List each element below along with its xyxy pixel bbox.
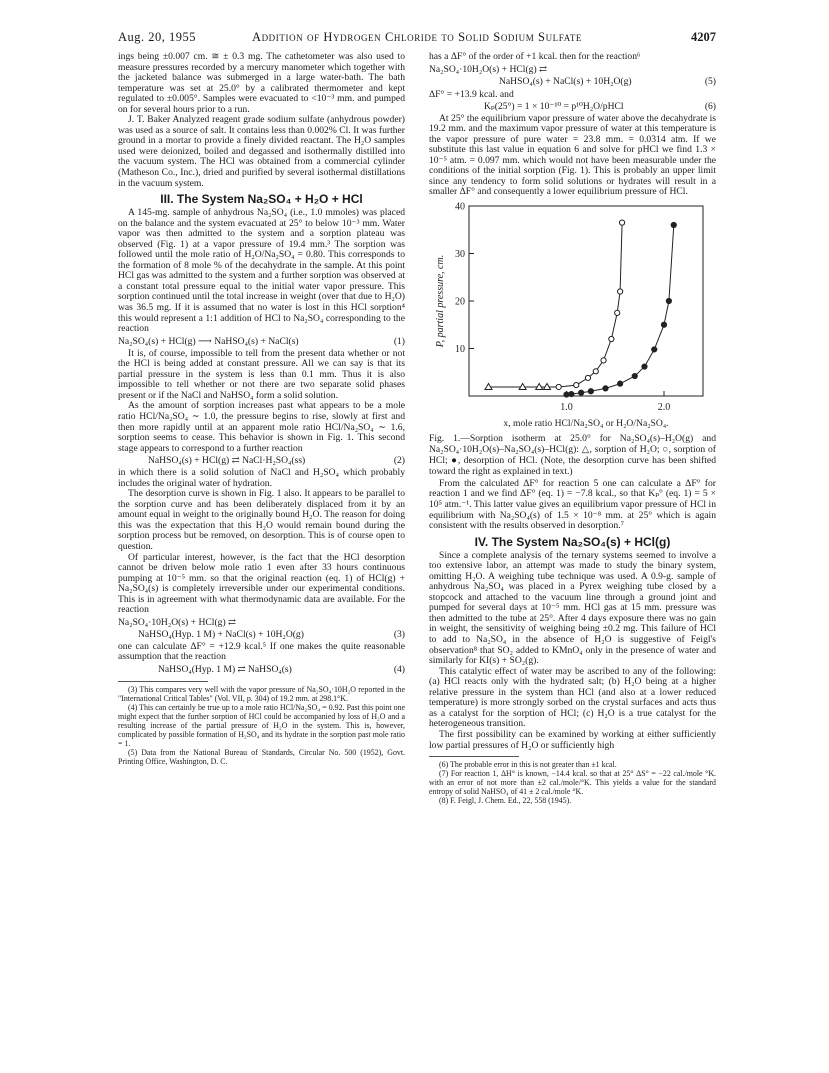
y-tick-label: 30 [455, 248, 465, 260]
equation-6 [429, 89, 716, 113]
hcl-sorption-point [619, 220, 624, 225]
equation-number: (6) [704, 100, 716, 112]
hcl-desorption-point [603, 386, 608, 391]
footnote: (4) This can certainly be true up to a mole ratio HCl/Na₂SO₄ = 0.92. Past this point one might expect that the further sorption of HCl could be accompanied by loss of H₂O and a resulting increase of the partial pressure of H₂O in the system. This is, however, complicated by possible formation of H₂SO₄ and its hydrate in the sorption past mole ratio = 1. [118, 702, 405, 748]
paragraph: J. T. Baker Analyzed reagent grade sodium sulfate (anhydrous powder) was used as a source of salt. It contains less than 0.002% Cl. It was further ground in a mortar to provide a finely divided reactant. The H₂O samples used were deionized, boiled and degassed and isothermally distilled into the vacuum system. The HCl was obtained from a commercial cylinder (Matheson Co., Inc.), dried and purified by several isothermal distillations in the vacuum system. [118, 114, 405, 189]
hcl-desorption-point [671, 222, 676, 227]
figure-1-chart [429, 200, 716, 432]
header-title: Addition of Hydrogen Chloride to Solid Sodium Sulfate [251, 30, 583, 44]
hcl-desorption-point [652, 347, 657, 352]
paragraph: has a ΔF° of the order of +1 kcal. then for the reaction⁶ [429, 51, 641, 62]
footnote: (7) For reaction 1, ΔH° is known, −14.4 kcal. so that at 25° ΔS° = −22 cal./mole °K. with an error of not more than ±2 cal./mole/°K. This yields a value for the standard entropy of solid NaHSO₄ of 41 ± 2 cal./mole °K. [429, 769, 716, 797]
footnote: (3) This compares very well with the vapor pressure of Na₂SO₄·10H₂O reported in the "International Critical Tables" (Vol. VII, p. 304) of 19.2 mm. at 298.1°K. [118, 684, 405, 703]
y-axis-label: P, partial pressure, cm. [435, 254, 446, 348]
y-tick-label: 40 [455, 201, 465, 213]
equation-5 [429, 64, 716, 88]
equation-text: Kₚ(25°) = 1 × 10⁻¹⁰ = p¹⁰H₂O/pHCl [484, 100, 624, 112]
paragraph: The desorption curve is shown in Fig. 1 also. It appears to be parallel to the sorption curve and has been deliberately displaced from it by an amount equal in weight to the originally bound H₂O. The reason for doing this was the expectation that this H₂O would remain bound during the sorption process but be removed, on desorption. This is of course open to question. [118, 488, 405, 552]
equation-number: (2) [393, 455, 405, 467]
equation-2 [118, 455, 405, 467]
water-sorption-point [485, 383, 492, 389]
sorption-isotherm-plot [429, 200, 716, 432]
x-tick-label: 1.0 [560, 401, 573, 413]
equation-text: NaHSO₄(Hyp. 1 M) + NaCl(s) + 10H₂O(g) [138, 628, 304, 640]
footnote-rule [118, 681, 208, 682]
equation-3 [118, 617, 405, 641]
hcl-sorption-point [618, 289, 623, 294]
hcl-sorption-point [601, 358, 606, 363]
left-column [118, 52, 405, 766]
equation-number: (1) [393, 335, 405, 347]
hcl-desorption-point [632, 373, 637, 378]
page-number: 4207 [691, 30, 716, 44]
hcl-sorption-point [556, 384, 561, 389]
equation-number: (3) [393, 628, 405, 640]
hcl-desorption-point [569, 391, 574, 396]
paragraph: in which there is a solid solution of NaCl and H₂SO₄ which probably includes the original water of hydration. [118, 467, 405, 489]
paragraph: Since a complete analysis of the ternary systems seemed to involve a too extensive labor, an attempt was made to study the binary system, omitting H₂O. A weighing tube technique was used. A 0.9-g. sample of anhydrous Na₂SO₄ was placed in a Pyrex weighing tube closed by a stopcock and attached to the vacuum line through a ground joint and pumped for several days at 10⁻⁵ mm. HCl gas at 15 mm. pressure was then admitted to the tube at 25°. After 4 days exposure there was no gain in weight, the sensitivity of weighing being ±0.2 mg. This failure of HCl to add to Na₂SO₄ in the absence of H₂O is suggestive of Feigl's observation⁸ that SO₂ added to KMnO₄ only in the presence of water and similarly for KI(s) + SO₂(g). [429, 549, 716, 667]
paragraph: A 145-mg. sample of anhydrous Na₂SO₄ (i.e., 1.0 mmoles) was placed on the balance and the system evacuated at 25° to below 10⁻³ mm. Water vapor was then admitted to the system and a sorption plateau was observed (Fig. 1) at a vapor pressure of 19.4 mm.³ The sorption was followed until the mole ratio of H₂O/Na₂SO₄ = 0.80. This corresponds to the formation of 8 mole % of the decahydrate in the sample. At this point HCl gas was admitted to the system and a further sorption was observed at a constant total pressure equal to the initial water vapor pressure. This sorption continued until the total increase in weight (over that due to H₂O) was 36.5 mg. If it is assumed that no water is lost in this HCl sorption⁴ this would represent a 1:1 addition of HCl to Na₂SO₄ corresponding to the reaction [118, 207, 405, 335]
y-tick-label: 20 [455, 296, 465, 308]
hcl-sorption-point [615, 310, 620, 315]
footnotes [429, 760, 716, 805]
hcl-desorption-point [661, 322, 666, 327]
footnote: (5) Data from the National Bureau of Standards, Circular No. 500 (1952), Govt. Printing Office, Washington, D. C. [118, 747, 405, 766]
footnote: (6) The probable error in this is not greater than ±1 kcal. [439, 760, 617, 770]
y-tick-label: 10 [455, 343, 465, 355]
figure-caption: Fig. 1.—Sorption isotherm at 25.0° for Na₂SO₄(s)–H₂O(g) and Na₂SO₄·10H₂O(s)–Na₂SO₄(s)–HCl(g): △, sorption of H₂O; ○, sorption of HCl; ●, desorption of HCl. (Note, the desorption curve has been shifted toward the right as explained in text.) [429, 432, 716, 477]
running-header [118, 30, 716, 46]
equation-number: (4) [393, 663, 405, 675]
equation-text: Na₂SO₄·10H₂O(s) + HCl(g) ⇄ [429, 63, 548, 75]
equation-4 [118, 664, 405, 676]
hcl-desorption-point [588, 389, 593, 394]
hcl-sorption-point [574, 382, 579, 387]
x-tick-label: 2.0 [657, 401, 671, 413]
footnote-rule [429, 756, 519, 757]
hcl-desorption-point [666, 298, 671, 303]
equation-text: Na₂SO₄·10H₂O(s) + HCl(g) ⇄ [118, 616, 237, 628]
series-curve [559, 223, 622, 387]
section-heading-4: IV. The System Na₂SO₄(s) + HCl(g) [474, 534, 671, 549]
hcl-sorption-point [593, 369, 598, 374]
water-sorption-point [519, 383, 526, 389]
hcl-desorption-point [618, 381, 623, 386]
paragraph: From the calculated ΔF° for reaction 5 one can calculate a ΔF° for reaction 1 and we find ΔF° (eq. 1) = −7.8 kcal., so that Kₚ° (eq. 1) = 5 × 10⁵ atm.⁻¹. This latter value gives an equilibrium vapor pressure of HCl in equilibrium with Na₂SO₄(s) of 1.5 × 10⁻⁸ mm. at 25° which is again consistent with the results observed in desorption.⁷ [429, 477, 716, 532]
hcl-desorption-point [642, 364, 647, 369]
hcl-sorption-point [609, 336, 614, 341]
water-sorption-point [544, 383, 551, 389]
equation-text: NaHSO₄(s) + NaCl(s) + 10H₂O(g) [499, 75, 632, 87]
paragraph: This catalytic effect of water may be ascribed to any of the following: (a) HCl reacts only with the hydrated salt; (b) H₂O being at a higher relative pressure in the system than HCl (and also at a lower reduced temperature) is more strongly sorbed on the crystal surfaces and acts thus as a catalyst for the sorption of HCl; (c) H₂O is a true catalyst for the heterogeneous transition. [429, 665, 716, 730]
section-heading-3: III. The System Na₂SO₄ + H₂O + HCl [160, 192, 363, 207]
equation-text: Na₂SO₄(s) + HCl(g) ⟶ NaHSO₄(s) + NaCl(s) [118, 335, 299, 347]
paragraph: The first possibility can be examined by working at either sufficiently low partial pressures of H₂O or sufficiently high [429, 728, 716, 751]
hcl-desorption-point [579, 390, 584, 395]
equation-text: NaHSO₄(s) + HCl(g) ⇄ NaCl·H₂SO₄(ss) [148, 455, 306, 467]
paragraph: As the amount of sorption increases past what appears to be a mole ratio HCl/Na₂SO₄ ∼ 1.0, the pressure begins to rise, slowly at first and then more rapidly until at an apparent mole ratio HCl/Na₂SO₄ ∼ 1.6, sorption seems to cease. This behavior is shown in Fig. 1. This second stage appears to correspond to a further reaction [118, 400, 405, 454]
x-axis-label: x, mole ratio HCl/Na₂SO₄ or H₂O/Na₂SO₄. [503, 417, 669, 429]
footnotes [118, 685, 405, 766]
paragraph: ings being ±0.007 cm. ≅ ± 0.3 mg. The cathetometer was also used to measure pressures recorded by a mercury manometer which together with the jacketed balance was submerged in a large water-bath. The bath temperature was set at 25.0° by a calibrated thermometer and kept regulated to ±0.005°. Samples were evacuated to <10⁻³ mm. and pumped on for several hours prior to a run. [118, 51, 405, 115]
paragraph: At 25° the equilibrium vapor pressure of water above the decahydrate is 19.2 mm. and the maximum vapor pressure of water at this temperature is the vapor pressure of pure water = 23.8 mm. = 0.0314 atm. If we substitute this last value in equation 6 and solve for pHCl we find 1.3 × 10⁻⁵ atm. = 0.097 mm. which would not have been measurable under the conditions of the initial sorption (Fig. 1). This is probably an upper limit since any tendency to form solid solutions or hydrates will result in a smaller ΔF° and consequently a lower equilibrium pressure of HCl. [429, 112, 716, 198]
paragraph: Of particular interest, however, is the fact that the HCl desorption cannot be driven below mole ratio 1 even after 33 hours continuous pumping at 10⁻⁵ mm. so that the original reaction (eq. 1) of HCl(g) + Na₂SO₄(s) is completely irreversible under our experimental conditions. This is in agreement with what thermodynamic data are available. For the reaction [118, 551, 405, 616]
equation-text: NaHSO₄(Hyp. 1 M) ⇄ NaHSO₄(s) [158, 663, 292, 675]
water-sorption-point [536, 383, 543, 389]
series-curve [567, 225, 674, 395]
equation-text: ΔF° = +13.9 kcal. and [429, 88, 514, 100]
header-date: Aug. 20, 1955 [118, 30, 197, 44]
footnote: (8) F. Feigl, J. Chem. Ed., 22, 558 (1945). [439, 796, 572, 806]
equation-number: (5) [704, 75, 716, 87]
equation-1 [118, 336, 405, 348]
paragraph: one can calculate ΔF° = +12.9 kcal.⁵ If one makes the quite reasonable assumption that the reaction [118, 640, 405, 663]
right-column [429, 52, 716, 805]
hcl-sorption-point [585, 375, 590, 380]
paragraph: It is, of course, impossible to tell from the present data whether or not the HCl is being added at constant pressure. All we can say is that its partial pressure in the system is less than 0.1 mm. Thus it is also impossible to tell whether or not there are two separate solid phases present or if the NaCl and NaHSO₄ form a solid solution. [118, 347, 405, 401]
